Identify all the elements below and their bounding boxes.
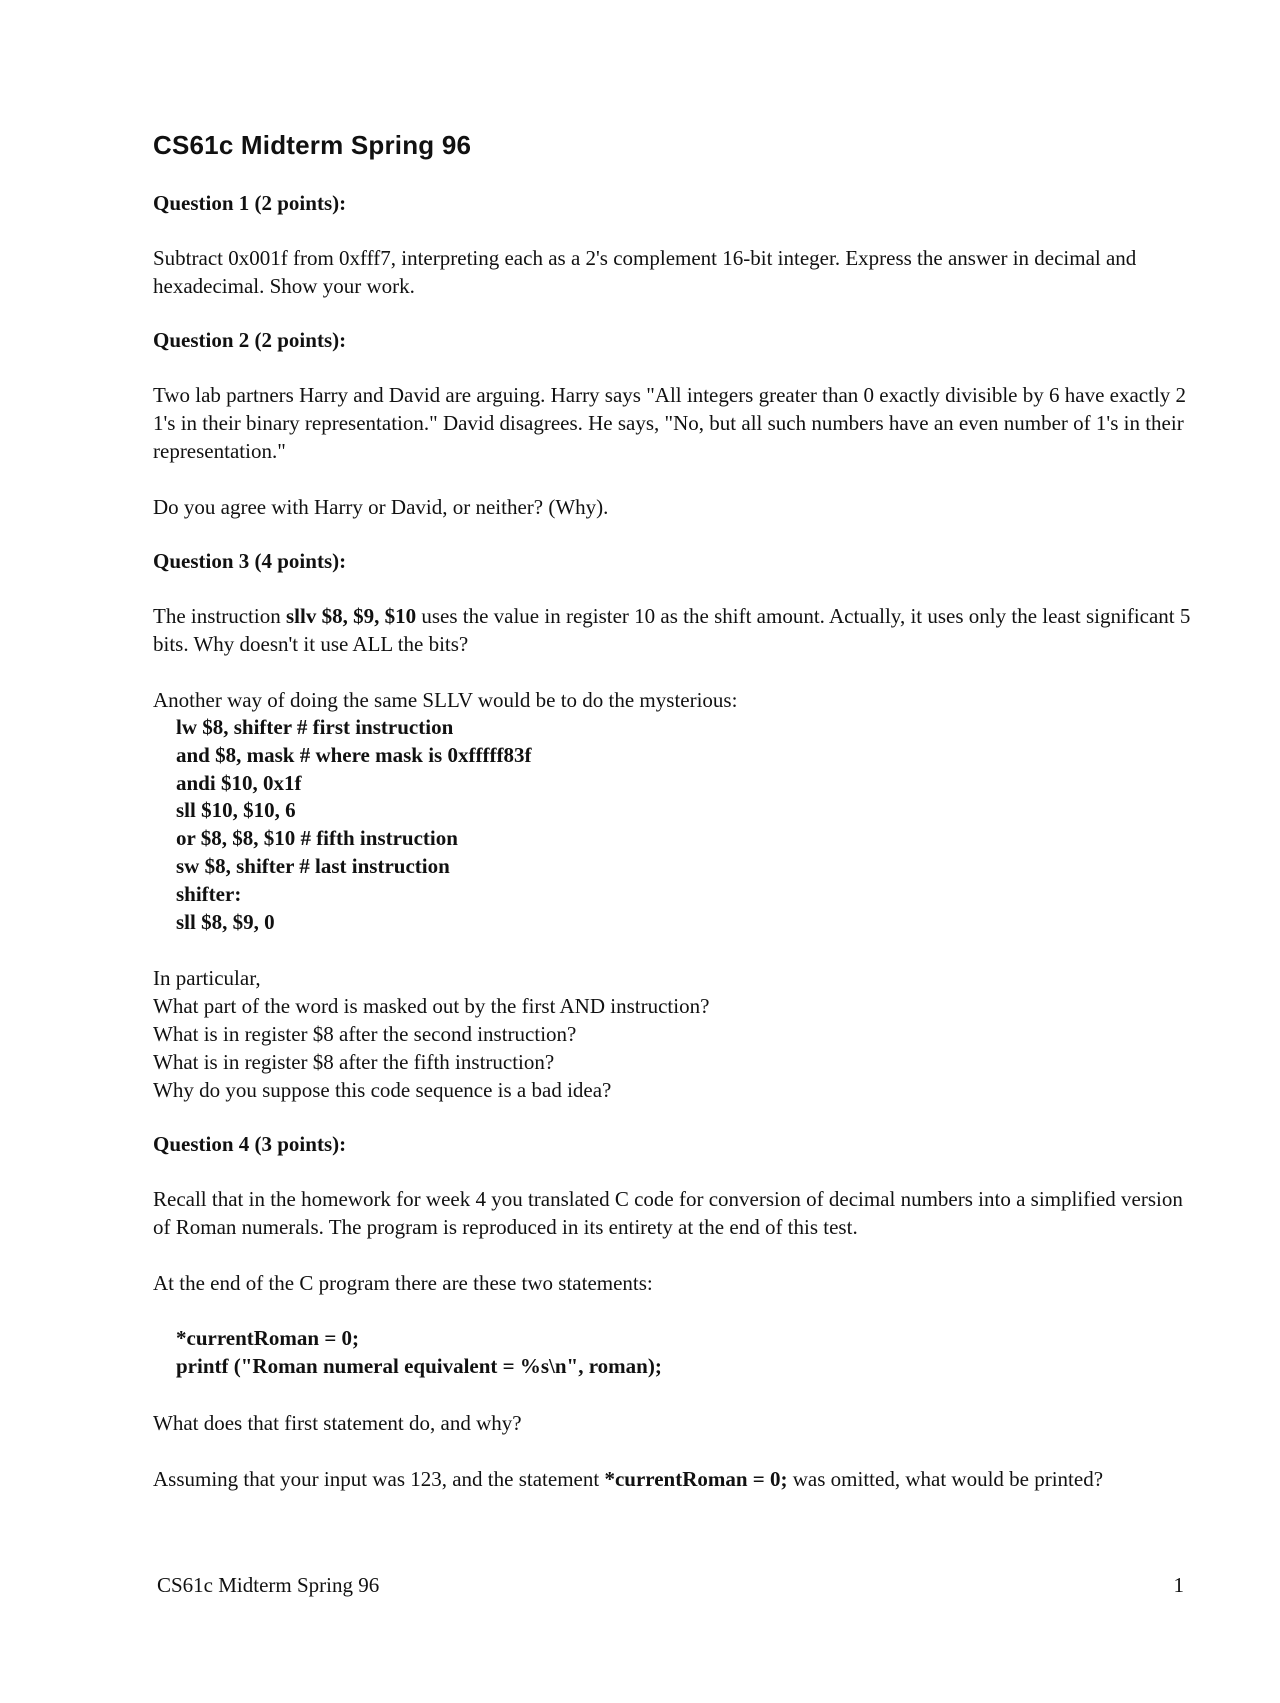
question-2-question: Do you agree with Harry or David, or neither? (Why). (153, 495, 609, 519)
question-3-text (153, 602, 1193, 658)
question-3-subquestions (153, 964, 1193, 1104)
question-3-subquestion: What is in register $8 after the second instruction? (153, 1022, 577, 1047)
question-3-subquestion: In particular, (153, 966, 261, 991)
code-line: or $8, $8, $10 # fifth instruction (176, 826, 458, 851)
question-3-instruction: sllv $8, $9, $10 (285, 604, 417, 628)
question-4-heading: Question 4 (3 points): (153, 1132, 347, 1157)
question-3-text-before: The instruction (153, 604, 286, 628)
code-line: shifter: (176, 881, 242, 906)
question-3-code-block (153, 714, 1193, 936)
question-2-text: Two lab partners Harry and David are arguing. Harry says "All integers greater than 0 exactly divisible by 6 have exactly 2 1's in their binary representation." David disagrees. He says, "No, but all such numbers have an even number of 1's in their representation." (153, 383, 1187, 463)
question-4-text: Recall that in the homework for week 4 you translated C code for conversion of decimal numbers into a simplified version of Roman numerals. The program is reproduced in its entirety at the end of this test. (153, 1187, 1183, 1240)
question-4-question-2 (153, 1465, 1193, 1493)
question-3-intro-block (153, 686, 1193, 714)
page-title: CS61c Midterm Spring 96 (153, 130, 472, 160)
question-4-statement-intro: At the end of the C program there are these two statements: (153, 1271, 653, 1296)
code-line: *currentRoman = 0; (176, 1326, 360, 1351)
question-4-q2-bold: *currentRoman = 0; (604, 1466, 788, 1491)
footer-title: CS61c Midterm Spring 96 (157, 1573, 380, 1597)
code-line: sw $8, shifter # last instruction (176, 853, 450, 878)
question-4-q2-before: Assuming that your input was 123, and the statement (153, 1466, 605, 1491)
question-1-text: Subtract 0x001f from 0xfff7, interpreting each as a 2's complement 16-bit integer. Express the answer in decimal and hexadecimal. Show your work. (153, 246, 1137, 298)
question-3-intro: Another way of doing the same SLLV would be to do the mysterious: (153, 688, 738, 712)
code-line: sll $10, $10, 6 (176, 798, 296, 823)
question-4-question-1: What does that first statement do, and why? (153, 1410, 522, 1435)
question-4-code-block (153, 1325, 1193, 1381)
question-3-heading: Question 3 (4 points): (153, 549, 347, 573)
question-1-heading: Question 1 (2 points): (153, 191, 347, 215)
question-3-subquestion: What is in register $8 after the fifth instruction? (153, 1050, 555, 1075)
question-4-q2-after: was omitted, what would be printed? (787, 1466, 1104, 1491)
code-line: sll $8, $9, 0 (176, 909, 275, 934)
page-number: 1 (1173, 1573, 1184, 1597)
code-line: printf ("Roman numeral equivalent = %s\n", roman); (176, 1354, 662, 1379)
question-2-heading: Question 2 (2 points): (153, 328, 347, 352)
document-page (153, 118, 1193, 1521)
code-line: and $8, mask # where mask is 0xfffff83f (176, 742, 532, 767)
question-3-text-after: uses the value in register 10 as the shift amount. Actually, it uses only the least significant 5 bits. Why doesn't it use ALL the bits? (153, 604, 1191, 656)
code-line: lw $8, shifter # first instruction (176, 715, 454, 739)
question-3-subquestion: Why do you suppose this code sequence is a bad idea? (153, 1078, 612, 1103)
code-line: andi $10, 0x1f (176, 770, 302, 795)
question-3-subquestion: What part of the word is masked out by the first AND instruction? (153, 994, 710, 1019)
page-footer (157, 1573, 1184, 1598)
